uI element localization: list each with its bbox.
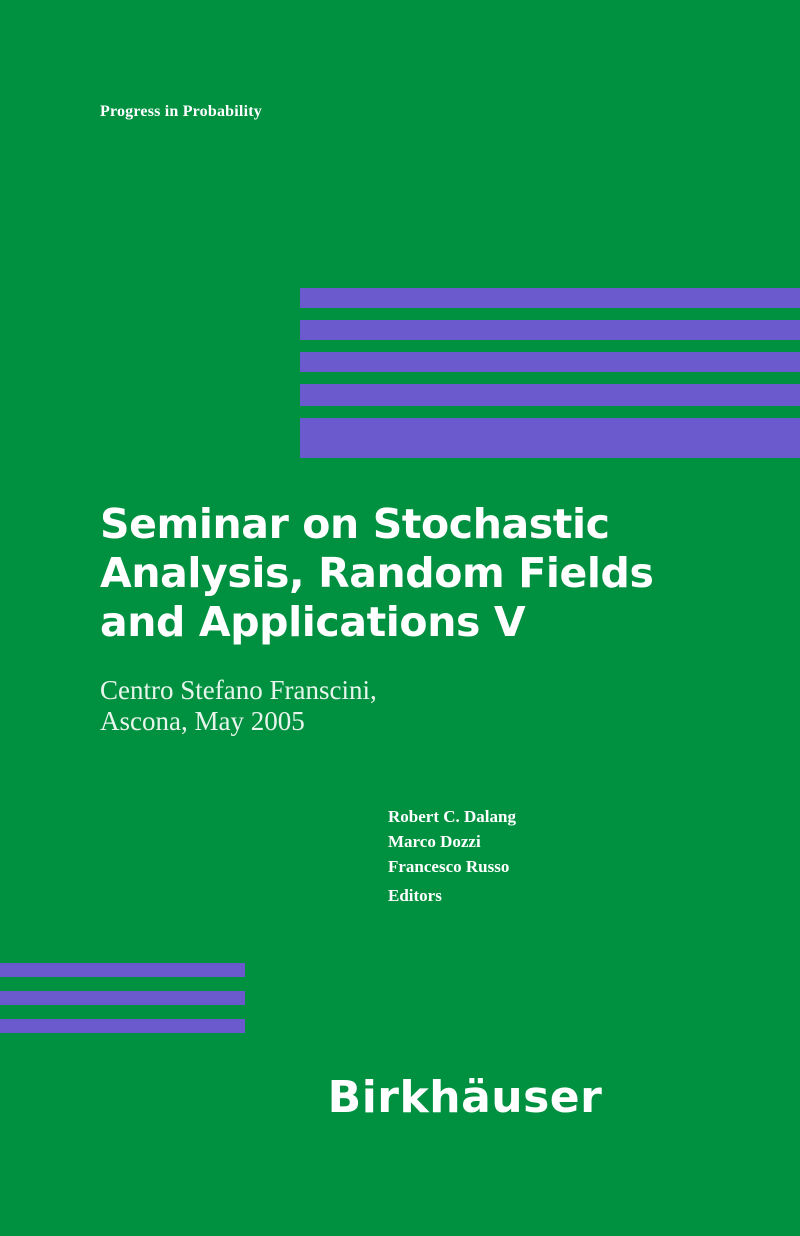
book-title [100,500,720,647]
decor-bar [0,1019,245,1033]
decor-bar [300,352,800,372]
editor-name: Marco Dozzi [388,832,481,851]
decor-bar [0,963,245,977]
editor-name: Francesco Russo [388,857,510,876]
book-subtitle-line-2: Ascona, May 2005 [100,706,305,736]
book-subtitle-line-1: Centro Stefano Franscini, [100,675,377,705]
decorative-bars-top [300,288,800,458]
decor-bar [300,384,800,406]
editors-role-label: Editors [388,886,442,905]
editors-block [388,804,516,908]
publisher-logo: Birkhäuser [327,1072,603,1123]
book-title-line-3: and Applications V [100,598,526,646]
book-title-line-1: Seminar on Stochastic [100,500,610,548]
book-title-line-2: Analysis, Random Fields [100,549,654,597]
decor-bar [300,418,800,458]
decorative-bars-bottom [0,963,245,1033]
editor-name: Robert C. Dalang [388,807,516,826]
series-label: Progress in Probability [100,103,262,120]
book-subtitle [100,675,700,737]
decor-bar [0,991,245,1005]
decor-bar [300,288,800,308]
decor-bar [300,320,800,340]
